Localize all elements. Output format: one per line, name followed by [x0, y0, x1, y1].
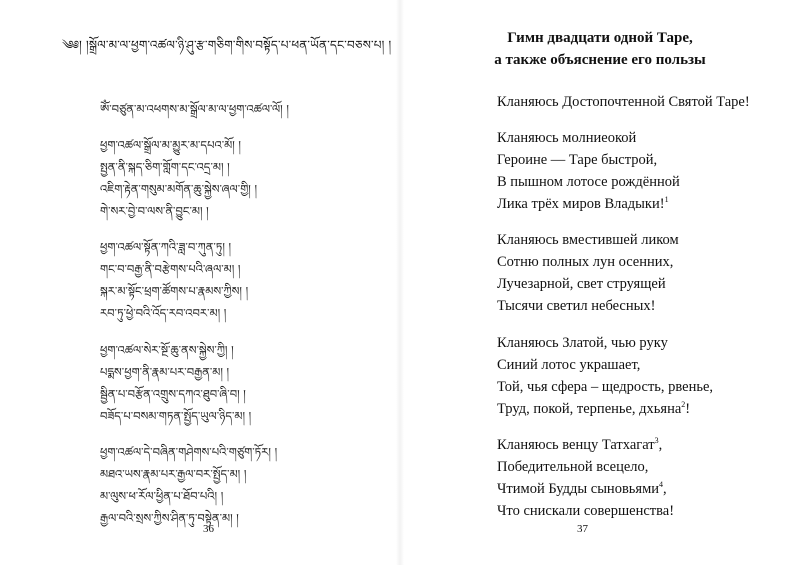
verse-line: Кланяюсь венцу Татхагат$^3$, — [497, 436, 663, 453]
verse-line: Сотню полных лун осенних, — [497, 254, 674, 270]
tibetan-line: གེ་སར་བྱེ་བ་ལས་ནི་བྱུང་མ། ། — [100, 204, 209, 218]
tibetan-line: རྒྱལ་བའི་སྲས་ཀྱིས་ཤིན་ཏུ་བསྟེན་མ། ། — [100, 511, 239, 525]
tibetan-line: པདྨས་ཕྱག་ནི་རྣམ་པར་བརྒྱན་མ། ། — [100, 365, 230, 379]
verse-line: Что снискали совершенства! — [497, 503, 675, 519]
page-number-right: 37 — [577, 523, 588, 535]
tibetan-line: སྐར་མ་སྟོང་ཕྲག་ཚོགས་པ་རྣམས་ཀྱིས། ། — [100, 284, 249, 298]
tibetan-title: ༄༅། །སྒྲོལ་མ་ལ་ཕྱག་འཚལ་ཉི་ཤུ་རྩ་གཅིག་གིས་བསྟོད་པ་ཕན་ཡོན་དང་བཅས་པ། ། — [62, 38, 392, 52]
verse-line: Чтимой Будды сыновьями$^4$, — [497, 480, 667, 497]
footnote-marker: 1 — [664, 195, 669, 205]
right-page — [400, 0, 800, 565]
tibetan-line: བཟོད་པ་བསམ་གཏན་སྤྱོད་ཡུལ་ཉིད་མ། ། — [100, 409, 252, 423]
verse-line: Тысячи светил небесных! — [497, 298, 656, 314]
tibetan-line: ཨོཾ་བཙུན་མ་འཕགས་མ་སྒྲོལ་མ་ལ་ཕྱག་འཚལ་ལོ། ། — [100, 102, 289, 116]
tibetan-line: སྦྱིན་པ་བརྩོན་འགྲུས་དཀའ་ཐུབ་ཞི་བ། ། — [100, 387, 246, 401]
tibetan-line: འཇིག་རྟེན་གསུམ་མགོན་ཆུ་སྐྱེས་ཞལ་གྱི། ། — [100, 182, 258, 196]
verse-line: Кланяюсь Достопочтенной Святой Таре! — [497, 94, 750, 110]
tibetan-line: སྤྱན་ནི་སྐད་ཅིག་གློག་དང་འདྲ་མ། ། — [100, 160, 230, 174]
verse-line: Кланяюсь вместившей ликом — [497, 232, 679, 248]
tibetan-line: གང་བ་བརྒྱ་ནི་བརྩེགས་པའི་ཞལ་མ། ། — [100, 262, 241, 276]
verse-line: Лика трёх миров Владыки!$^1$ — [497, 195, 669, 212]
verse-line: В пышном лотосе рождённой — [497, 174, 680, 190]
tibetan-line: ཕྱག་འཚལ་སྟོན་ཀའི་ཟླ་བ་ཀུན་ཏུ། ། — [100, 240, 232, 254]
tibetan-line: མཐའ་ཡས་རྣམ་པར་རྒྱལ་བར་སྤྱོད་མ། ། — [100, 467, 247, 481]
page-number-left: 36 — [203, 523, 214, 535]
russian-title-line-2: а также объяснение его пользы — [494, 52, 706, 68]
verse-line: Той, чья сфера – щедрость, рвенье, — [497, 379, 714, 395]
verse-line: Кланяюсь молниеокой — [497, 130, 637, 146]
tibetan-line: ཕྱག་འཚལ་སྒྲོལ་མ་མྱུར་མ་དཔའ་མོ། ། — [100, 138, 241, 152]
verse-line: Лучезарной, свет струящей — [497, 276, 666, 292]
tibetan-line: རབ་ཏུ་ཕྱེ་བའི་འོད་རབ་འབར་མ། ། — [100, 306, 227, 320]
footnote-marker: 4 — [659, 480, 664, 490]
verse-line: Синий лотос украшает, — [497, 357, 641, 373]
russian-title-line-1: Гимн двадцати одной Таре, — [507, 30, 693, 46]
verse-line: Труд, покой, терпенье, дхьяна$^2$! — [497, 400, 691, 417]
verse-line: Героине — Таре быстрой, — [497, 152, 658, 168]
footnote-marker: 3 — [654, 436, 659, 446]
verse-line: Победительной всецело, — [497, 459, 649, 475]
tibetan-line: ཕྱག་འཚལ་སེར་སྔོ་ཆུ་ནས་སྐྱེས་ཀྱི། ། — [100, 343, 234, 357]
verse-line: Кланяюсь Златой, чью руку — [497, 335, 668, 351]
tibetan-line: ཕྱག་འཚལ་དེ་བཞིན་གཤེགས་པའི་གཙུག་ཏོར། ། — [100, 445, 278, 459]
tibetan-line: མ་ལུས་ཕ་རོལ་ཕྱིན་པ་ཐོབ་པའི། ། — [100, 489, 224, 503]
footnote-marker: 2 — [681, 400, 686, 410]
